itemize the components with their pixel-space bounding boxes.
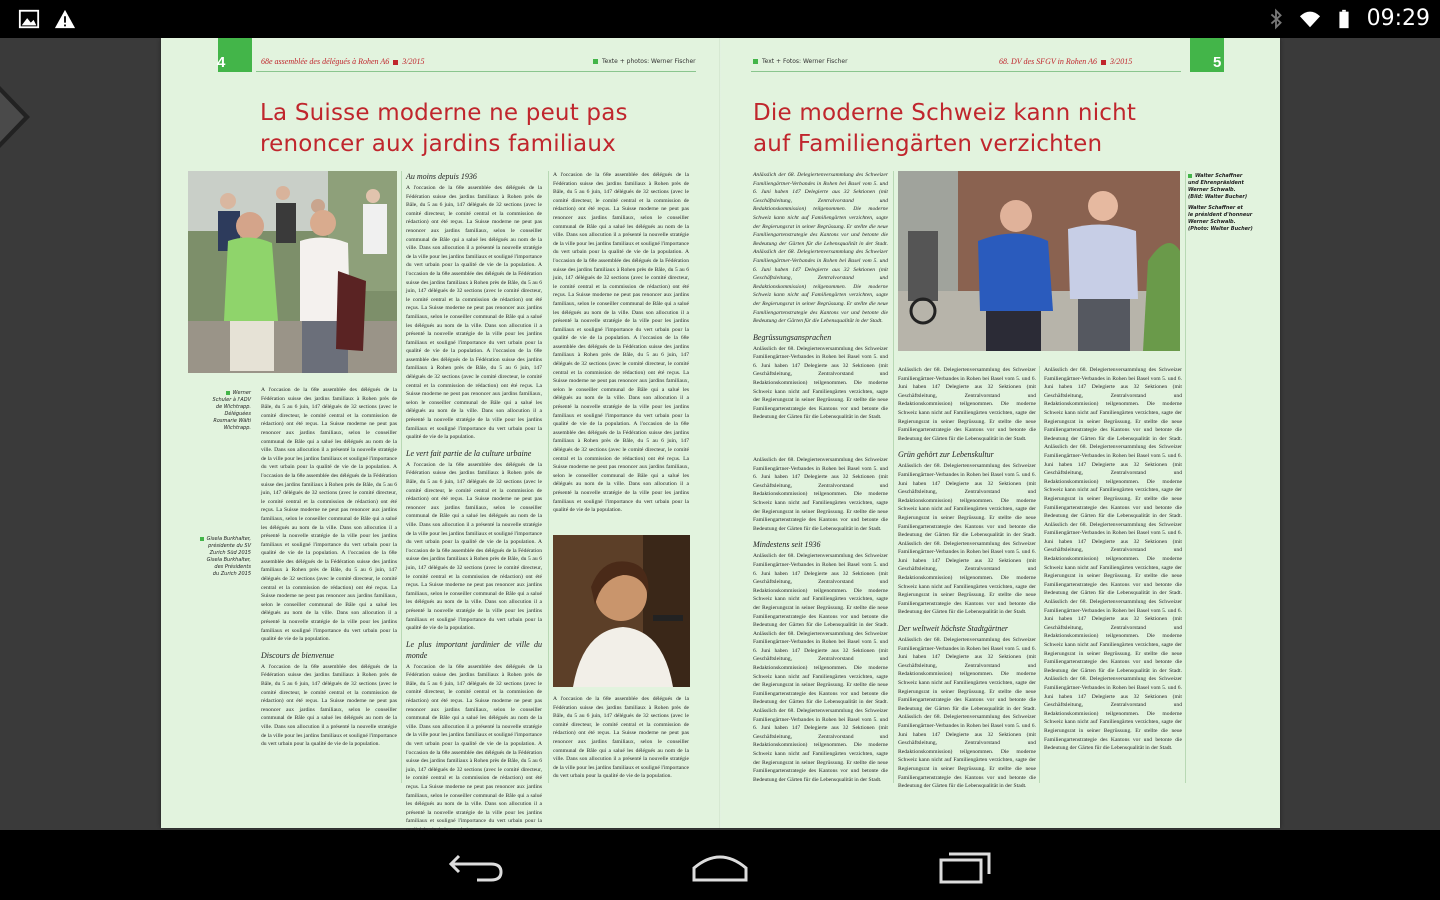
article-column-right-3: Anlässlich der 68. Delegiertenversammlung des Schweizer Familiengärtner-Verbandes in Rohen bei Basel vom 5. und 6. Juni haben 147 Delegierte aus 32 Sektionen (mit Geschäftsleitung, Zentralvorstand und Redaktionskommission) teilgenommen. Die moderne Schweiz kann nicht auf Familiengärten verzichten, sagte der Regierungsrat in seiner Begrüssung. Er stellte die neue Familiengartenstrategie des Kantons vor und betonte die Bedeutung der Gärten für die Lebensqualität in der Stadt. Anlässlich der 68. Delegiertenversammlung des Schweizer Familiengärtner-Verbandes in Rohen bei Basel vom 5. und 6. Juni haben 147 Delegierte aus 32 Sektionen (mit Geschäftsleitung, Zentralvorstand und Redaktionskommission) teilgenommen. Die moderne Schweiz kann nicht auf Familiengärten verzichten, sagte der Regierungsrat in seiner Begrüssung. Er stellte die neue Familiengartenstrategie des Kantons vor und betonte die Bedeutung der Gärten für die Lebensqualität in der Stadt. Anlässlich der 68. Delegiertenversammlung des Schweizer Familiengärtner-Verbandes in Rohen bei Basel vom 5. und 6. Juni haben 147 Delegierte aus 32 Sektionen (mit Geschäftsleitung, Zentralvorstand und Redaktionskommission) teilgenommen. Die moderne Schweiz kann nicht auf Familiengärten verzichten, sagte der Regierungsrat in seiner Begrüssung. Er stellte die neue Familiengartenstrategie des Kantons vor und betonte die Bedeutung der Gärten für die Lebensqualität in der Stadt. Anlässlich der 68. Delegiertenversammlung des Schweizer Familiengärtner-Verbandes in Rohen bei Basel vom 5. und 6. Juni haben 147 Delegierte aus 32 Sektionen (mit Geschäftsleitung, Zentralvorstand und Redaktionskommission) teilgenommen. Die moderne Schweiz kann nicht auf Familiengärten verzichten, sagte der Regierungsrat in seiner Begrüssung. Er stellte die neue Familiengartenstrategie des Kantons vor und betonte die Bedeutung der Gärten für die Lebensqualität in der Stadt. Anlässlich der 68. Delegiertenversammlung des Schweizer Familiengärtner-Verbandes in Rohen bei Basel vom 5. und 6. Juni haben 147 Delegierte aus 32 Sektionen (mit Geschäftsleitung, Zentralvorstand und Redaktionskommission) teilgenommen. Die moderne Schweiz kann nicht auf Familiengärten verzichten, sagte der Regierungsrat in seiner Begrüssung. Er stellte die neue Familiengartenstrategie des Kantons vor und betonte die Bedeutung der Gärten für die Lebensqualität in der Stadt. <box>1044 367 1182 752</box>
column-rule <box>893 171 894 783</box>
header-rule-left <box>256 71 696 72</box>
navigation-bar <box>0 830 1440 900</box>
column-rule <box>548 171 549 783</box>
battery-icon <box>1333 8 1355 30</box>
article-column-right-1b: Anlässlich der 68. Delegiertenversammlung des Schweizer Familiengärtner-Verbandes in Rohen bei Basel vom 5. und 6. Juni haben 147 Delegierte aus 32 Sektionen (mit Geschäftsleitung, Zentralvorstand und Redaktionskommission) teilgenommen. Die moderne Schweiz kann nicht auf Familiengärten verzichten, sagte der Regierungsrat in seiner Begrüssung. Er stellte die neue Familiengartenstrategie des Kantons vor und betonte die Bedeutung der Gärten für die Lebensqualität in der Stadt. Mindestens seit 1936 Anlässlich der 68. Delegiertenversammlung des Schweizer Familiengärtner-Verbandes in Rohen bei Basel vom 5. und 6. Juni haben 147 Delegierte aus 32 Sektionen (mit Geschäftsleitung, Zentralvorstand und Redaktionskommission) teilgenommen. Die moderne Schweiz kann nicht auf Familiengärten verzichten, sagte der Regierungsrat in seiner Begrüssung. Er stellte die neue Familiengartenstrategie des Kantons vor und betonte die Bedeutung der Gärten für die Lebensqualität in der Stadt. Anlässlich der 68. Delegiertenversammlung des Schweizer Familiengärtner-Verbandes in Rohen bei Basel vom 5. und 6. Juni haben 147 Delegierte aus 32 Sektionen (mit Geschäftsleitung, Zentralvorstand und Redaktionskommission) teilgenommen. Die moderne Schweiz kann nicht auf Familiengärten verzichten, sagte der Regierungsrat in seiner Begrüssung. Er stellte die neue Familiengartenstrategie des Kantons vor und betonte die Bedeutung der Gärten für die Lebensqualität in der Stadt. Anlässlich der 68. Delegiertenversammlung des Schweizer Familiengärtner-Verbandes in Rohen bei Basel vom 5. und 6. Juni haben 147 Delegierte aus 32 Sektionen (mit Geschäftsleitung, Zentralvorstand und Redaktionskommission) teilgenommen. Die moderne Schweiz kann nicht auf Familiengärten verzichten, sagte der Regierungsrat in seiner Begrüssung. Er stellte die neue Familiengartenstrategie des Kantons vor und betonte die Bedeutung der Gärten für die Lebensqualität in der Stadt. <box>753 457 888 783</box>
article-column-right-2: Anlässlich der 68. Delegiertenversammlung des Schweizer Familiengärtner-Verbandes in Rohen bei Basel vom 5. und 6. Juni haben 147 Delegierte aus 32 Sektionen (mit Geschäftsleitung, Zentralvorstand und Redaktionskommission) teilgenommen. Die moderne Schweiz kann nicht auf Familiengärten verzichten, sagte der Regierungsrat in seiner Begrüssung. Er stellte die neue Familiengartenstrategie des Kantons vor und betonte die Bedeutung der Gärten für die Lebensqualität in der Stadt. Grün gehört zur Lebenskultur Anlässlich der 68. Delegiertenversammlung des Schweizer Familiengärtner-Verbandes in Rohen bei Basel vom 5. und 6. Juni haben 147 Delegierte aus 32 Sektionen (mit Geschäftsleitung, Zentralvorstand und Redaktionskommission) teilgenommen. Die moderne Schweiz kann nicht auf Familiengärten verzichten, sagte der Regierungsrat in seiner Begrüssung. Er stellte die neue Familiengartenstrategie des Kantons vor und betonte die Bedeutung der Gärten für die Lebensqualität in der Stadt. Anlässlich der 68. Delegiertenversammlung des Schweizer Familiengärtner-Verbandes in Rohen bei Basel vom 5. und 6. Juni haben 147 Delegierte aus 32 Sektionen (mit Geschäftsleitung, Zentralvorstand und Redaktionskommission) teilgenommen. Die moderne Schweiz kann nicht auf Familiengärten verzichten, sagte der Regierungsrat in seiner Begrüssung. Er stellte die neue Familiengartenstrategie des Kantons vor und betonte die Bedeutung der Gärten für die Lebensqualität in der Stadt. Der weltweit höchste Stadtgärtner Anlässlich der 68. Delegiertenversammlung des Schweizer Familiengärtner-Verbandes in Rohen bei Basel vom 5. und 6. Juni haben 147 Delegierte aus 32 Sektionen (mit Geschäftsleitung, Zentralvorstand und Redaktionskommission) teilgenommen. Die moderne Schweiz kann nicht auf Familiengärten verzichten, sagte der Regierungsrat in seiner Begrüssung. Er stellte die neue Familiengartenstrategie des Kantons vor und betonte die Bedeutung der Gärten für die Lebensqualität in der Stadt. Anlässlich der 68. Delegiertenversammlung des Schweizer Familiengärtner-Verbandes in Rohen bei Basel vom 5. und 6. Juni haben 147 Delegierte aus 32 Sektionen (mit Geschäftsleitung, Zentralvorstand und Redaktionskommission) teilgenommen. Die moderne Schweiz kann nicht auf Familiengärten verzichten, sagte der Regierungsrat in seiner Begrüssung. Er stellte die neue Familiengartenstrategie des Kantons vor und betonte die Bedeutung der Gärten für die Lebensqualität in der Stadt. <box>898 367 1036 790</box>
status-bar <box>0 0 1440 38</box>
caption-photo-left: Werner Schuler à l'ADV de Wichtrapp. Déléguées Rosmarie Wälti Wichtrapp. <box>212 390 251 431</box>
previous-page-arrow-icon[interactable] <box>0 86 30 148</box>
credit-right: Text + Fotos: Werner Fischer <box>753 58 848 65</box>
article-column-left-3: A l'occasion de la 68e assemblée des délégués de la Fédération suisse des jardins familiaux à Rohen près de Bâle, du 5 au 6 juin, 147 délégués de 32 sections (avec le comité directeur, le comité central et la commission de rédaction) ont été reçus. La Suisse moderne ne peut pas renoncer aux jardins familiaux, selon le conseiller communal de Bâle qui a salué les délégués au nom de la ville. Dans son allocution il a présenté la nouvelle stratégie de la ville pour les jardins familiaux et souligné l'importance du vert urbain pour la qualité de vie de la population. A l'occasion de la 68e assemblée des délégués de la Fédération suisse des jardins familiaux à Rohen près de Bâle, du 5 au 6 juin, 147 délégués de 32 sections (avec le comité directeur, le comité central et la commission de rédaction) ont été reçus. La Suisse moderne ne peut pas renoncer aux jardins familiaux, selon le conseiller communal de Bâle qui a salué les délégués au nom de la ville. Dans son allocution il a présenté la nouvelle stratégie de la ville pour les jardins familiaux et souligné l'importance du vert urbain pour la qualité de vie de la population. A l'occasion de la 68e assemblée des délégués de la Fédération suisse des jardins familiaux à Rohen près de Bâle, du 5 au 6 juin, 147 délégués de 32 sections (avec le comité directeur, le comité central et la commission de rédaction) ont été reçus. La Suisse moderne ne peut pas renoncer aux jardins familiaux, selon le conseiller communal de Bâle qui a salué les délégués au nom de la ville. Dans son allocution il a présenté la nouvelle stratégie de la ville pour les jardins familiaux et souligné l'importance du vert urbain pour la qualité de vie de la population. A l'occasion de la 68e assemblée des délégués de la Fédération suisse des jardins familiaux à Rohen près de Bâle, du 5 au 6 juin, 147 délégués de 32 sections (avec le comité directeur, le comité central et la commission de rédaction) ont été reçus. La Suisse moderne ne peut pas renoncer aux jardins familiaux, selon le conseiller communal de Bâle qui a salué les délégués au nom de la ville. Dans son allocution il a présenté la nouvelle stratégie de la ville pour les jardins familiaux et souligné l'importance du vert urbain pour la qualité de vie de la population. <box>553 172 689 514</box>
clock-time: 09:29 <box>1366 6 1430 31</box>
headline-right: Die moderne Schweiz kann nicht auf Familiengärten verzichten <box>753 100 1137 157</box>
article-column-left-2: Au moins depuis 1936 A l'occasion de la 68e assemblée des délégués de la Fédération suisse des jardins familiaux à Rohen près de Bâle, du 5 au 6 juin, 147 délégués de 32 sections (avec le comité directeur, le comité central et la commission de rédaction) ont été reçus. La Suisse moderne ne peut pas renoncer aux jardins familiaux, selon le conseiller communal de Bâle qui a salué les délégués au nom de la ville. Dans son allocution il a présenté la nouvelle stratégie de la ville pour les jardins familiaux et souligné l'importance du vert urbain pour la qualité de vie de la population. A l'occasion de la 68e assemblée des délégués de la Fédération suisse des jardins familiaux à Rohen près de Bâle, du 5 au 6 juin, 147 délégués de 32 sections (avec le comité directeur, le comité central et la commission de rédaction) ont été reçus. La Suisse moderne ne peut pas renoncer aux jardins familiaux, selon le conseiller communal de Bâle qui a salué les délégués au nom de la ville. Dans son allocution il a présenté la nouvelle stratégie de la ville pour les jardins familiaux et souligné l'importance du vert urbain pour la qualité de vie de la population. A l'occasion de la 68e assemblée des délégués de la Fédération suisse des jardins familiaux à Rohen près de Bâle, du 5 au 6 juin, 147 délégués de 32 sections (avec le comité directeur, le comité central et la commission de rédaction) ont été reçus. La Suisse moderne ne peut pas renoncer aux jardins familiaux, selon le conseiller communal de Bâle qui a salué les délégués au nom de la ville. Dans son allocution il a présenté la nouvelle stratégie de la ville pour les jardins familiaux et souligné l'importance du vert urbain pour la qualité de vie de la population. Le vert fait partie de la culture urbaine A l'occasion de la 68e assemblée des délégués de la Fédération suisse des jardins familiaux à Rohen près de Bâle, du 5 au 6 juin, 147 délégués de 32 sections (avec le comité directeur, le comité central et la commission de rédaction) ont été reçus. La Suisse moderne ne peut pas renoncer aux jardins familiaux, selon le conseiller communal de Bâle qui a salué les délégués au nom de la ville. Dans son allocution il a présenté la nouvelle stratégie de la ville pour les jardins familiaux et souligné l'importance du vert urbain pour la qualité de vie de la population. A l'occasion de la 68e assemblée des délégués de la Fédération suisse des jardins familiaux à Rohen près de Bâle, du 5 au 6 juin, 147 délégués de 32 sections (avec le comité directeur, le comité central et la commission de rédaction) ont été reçus. La Suisse moderne ne peut pas renoncer aux jardins familiaux, selon le conseiller communal de Bâle qui a salué les délégués au nom de la ville. Dans son allocution il a présenté la nouvelle stratégie de la ville pour les jardins familiaux et souligné l'importance du vert urbain pour la qualité de vie de la population. Le plus important jardinier de ville du monde A l'occasion de la 68e assemblée des délégués de la Fédération suisse des jardins familiaux à Rohen près de Bâle, du 5 au 6 juin, 147 délégués de 32 sections (avec le comité directeur, le comité central et la commission de rédaction) ont été reçus. La Suisse moderne ne peut pas renoncer aux jardins familiaux, selon le conseiller communal de Bâle qui a salué les délégués au nom de la ville. Dans son allocution il a présenté la nouvelle stratégie de la ville pour les jardins familiaux et souligné l'importance du vert urbain pour la qualité de vie de la population. A l'occasion de la 68e assemblée des délégués de la Fédération suisse des jardins familiaux à Rohen près de Bâle, du 5 au 6 juin, 147 délégués de 32 sections (avec le comité directeur, le comité central et la commission de rédaction) ont été reçus. La Suisse moderne ne peut pas renoncer aux jardins familiaux, selon le conseiller communal de Bâle qui a salué les délégués au nom de la ville. Dans son allocution il a présenté la nouvelle stratégie de la ville pour les jardins familiaux et souligné l'importance du vert urbain pour la <box>406 172 542 825</box>
photo-speaker-portrait <box>553 535 690 687</box>
page-number-left: 4 <box>217 54 226 71</box>
caption-photo-right: Walter Schaffner und Ehrenpräsident Werner Schwalb. (Bild: Walter Bucher) Walter Schaffner et le président d'honneur Werner Schwalb. (Photo: Walter Bucher) <box>1188 173 1253 232</box>
headline-left: La Suisse moderne ne peut pas renoncer aux jardins familiaux <box>260 100 628 157</box>
page-gutter <box>719 38 721 828</box>
wifi-icon <box>1299 8 1321 30</box>
article-column-left-3b: A l'occasion de la 68e assemblée des délégués de la Fédération suisse des jardins familiaux à Rohen près de Bâle, du 5 au 6 juin, 147 délégués de 32 sections (avec le comité directeur, le comité central et la commission de rédaction) ont été reçus. La Suisse moderne ne peut pas renoncer aux jardins familiaux, selon le conseiller communal de Bâle qui a salué les délégués au nom de la ville. Dans son allocution il a présenté la nouvelle stratégie de la ville pour les jardins familiaux et souligné l'importance du vert urbain pour la qualité de vie de la population. <box>553 696 689 780</box>
column-rule <box>1039 366 1040 783</box>
running-head-left: 68e assemblée des délégués à Rohen A6 3/2015 <box>261 57 425 66</box>
article-column-left-1: A l'occasion de la 68e assemblée des délégués de la Fédération suisse des jardins familiaux à Rohen près de Bâle, du 5 au 6 juin, 147 délégués de 32 sections (avec le comité directeur, le comité central et la commission de rédaction) ont été reçus. La Suisse moderne ne peut pas renoncer aux jardins familiaux, selon le conseiller communal de Bâle qui a salué les délégués au nom de la ville. Dans son allocution il a présenté la nouvelle stratégie de la ville pour les jardins familiaux et souligné l'importance du vert urbain pour la qualité de vie de la population. A l'occasion de la 68e assemblée des délégués de la Fédération suisse des jardins familiaux à Rohen près de Bâle, du 5 au 6 juin, 147 délégués de 32 sections (avec le comité directeur, le comité central et la commission de rédaction) ont été reçus. La Suisse moderne ne peut pas renoncer aux jardins familiaux, selon le conseiller communal de Bâle qui a salué les délégués au nom de la ville. Dans son allocution il a présenté la nouvelle stratégie de la ville pour les jardins familiaux et souligné l'importance du vert urbain pour la qualité de vie de la population. A l'occasion de la 68e assemblée des délégués de la Fédération suisse des jardins familiaux à Rohen près de Bâle, du 5 au 6 juin, 147 délégués de 32 sections (avec le comité directeur, le comité central et la commission de rédaction) ont été reçus. La Suisse moderne ne peut pas renoncer aux jardins familiaux, selon le conseiller communal de Bâle qui a salué les délégués au nom de la ville. Dans son allocution il a présenté la nouvelle stratégie de la ville pour les jardins familiaux et souligné l'importance du vert urbain pour la qualité de vie de la population. Discours de bienvenue A l'occasion de la 68e assemblée des délégués de la Fédération suisse des jardins familiaux à Rohen près de Bâle, du 5 au 6 juin, 147 délégués de 32 sections (avec le comité directeur, le comité central et la commission de rédaction) ont été reçus. La Suisse moderne ne peut pas renoncer aux jardins familiaux, selon le conseiller communal de Bâle qui a salué les délégués au nom de la ville. Dans son allocution il a présenté la nouvelle stratégie de la ville pour les jardins familiaux et souligné l'importance du vert urbain pour la qualité de vie de la population. <box>261 387 397 748</box>
warning-icon <box>54 8 76 30</box>
column-rule <box>1185 171 1186 783</box>
image-notification-icon <box>18 8 40 30</box>
recent-apps-icon[interactable] <box>925 842 1005 888</box>
article-column-right-1: Anlässlich der 68. Delegiertenversammlung des Schweizer Familiengärtner-Verbandes in Rohen bei Basel vom 5. und 6. Juni haben 147 Delegierte aus 32 Sektionen (mit Geschäftsleitung, Zentralvorstand und Redaktionskommission) teilgenommen. Die moderne Schweiz kann nicht auf Familiengärten verzichten, sagte der Regierungsrat in seiner Begrüssung. Er stellte die neue Familiengartenstrategie des Kantons vor und betonte die Bedeutung der Gärten für die Lebensqualität in der Stadt. Anlässlich der 68. Delegiertenversammlung des Schweizer Familiengärtner-Verbandes in Rohen bei Basel vom 5. und 6. Juni haben 147 Delegierte aus 32 Sektionen (mit Geschäftsleitung, Zentralvorstand und Redaktionskommission) teilgenommen. Die moderne Schweiz kann nicht auf Familiengärten verzichten, sagte der Regierungsrat in seiner Begrüssung. Er stellte die neue Familiengartenstrategie des Kantons vor und betonte die Bedeutung der Gärten für die Lebensqualität in der Stadt. Begrüssungsansprachen Anlässlich der 68. Delegiertenversammlung des Schweizer Familiengärtner-Verbandes in Rohen bei Basel vom 5. und 6. Juni haben 147 Delegierte aus 32 Sektionen (mit Geschäftsleitung, Zentralvorstand und Redaktionskommission) teilgenommen. Die moderne Schweiz kann nicht auf Familiengärten verzichten, sagte der Regierungsrat in seiner Begrüssung. Er stellte die neue Familiengartenstrategie des Kantons vor und betonte die Bedeutung der Gärten für die Lebensqualität in der Stadt. <box>753 172 888 421</box>
credit-left: Texte + photos: Werner Fischer <box>593 58 696 65</box>
home-icon[interactable] <box>680 842 760 888</box>
caption-portrait-left: Gisela Burkhalter, présidente du SV Zurich Süd 2015 Gisela Burkhalter, des Présidents du Zurich 2015 <box>171 536 251 578</box>
column-rule <box>401 171 402 783</box>
running-head-right: 68. DV des SFGV in Rohen A6 3/2015 <box>999 57 1133 66</box>
back-icon[interactable] <box>437 842 517 888</box>
page-number-right: 5 <box>1213 54 1222 71</box>
magazine-spread[interactable] <box>161 38 1280 828</box>
bluetooth-icon <box>1265 8 1287 30</box>
header-rule-right <box>751 71 1181 72</box>
photo-honorary-president <box>898 171 1180 351</box>
photo-delegates-walking <box>188 171 397 373</box>
